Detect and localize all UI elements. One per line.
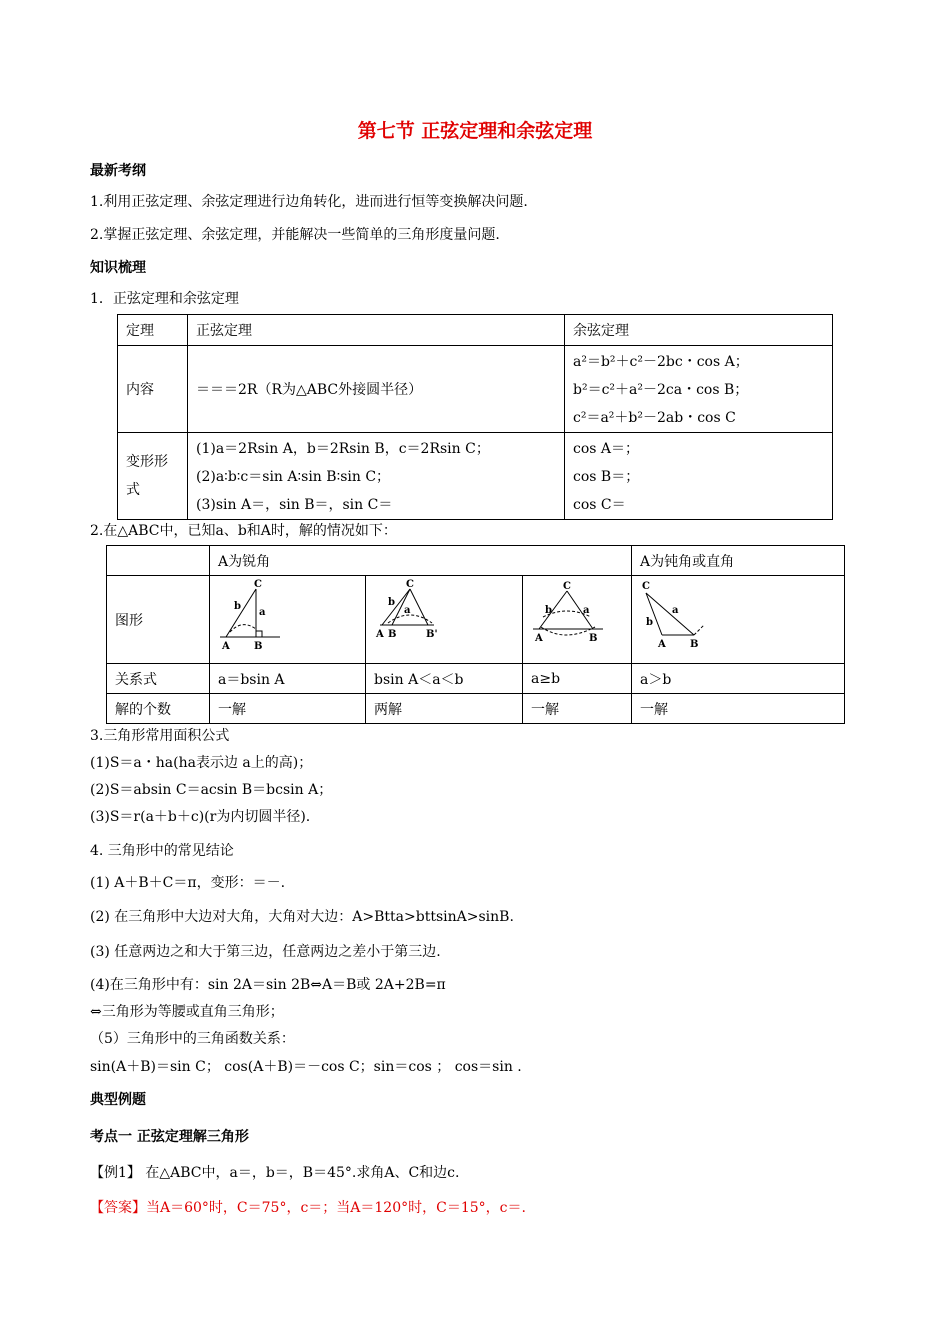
area-formula-1: (1)S＝a・ha(ha表示边 a上的高)； bbox=[90, 755, 313, 771]
conclusion-4-continued: ⇔三角形为等腰或直角三角形； bbox=[90, 1004, 284, 1020]
cosine-formula-c: c²＝a²＋b²－2ab・cos C bbox=[573, 410, 736, 426]
cosine-variant-1: cos A＝； bbox=[573, 441, 640, 457]
conclusion-5-formulas: sin(A＋B)＝sin C； cos(A＋B)＝－cos C；sin＝cos ； cos＝sin . bbox=[90, 1059, 522, 1075]
solution-cases-table bbox=[106, 545, 845, 724]
fig4-label-a: a bbox=[672, 604, 679, 616]
cosine-formula-b: b²＝c²＋a²－2ca・cos B； bbox=[573, 382, 749, 398]
header-theorem: 定理 bbox=[118, 315, 188, 346]
cosine-content bbox=[565, 346, 833, 433]
fig4-label-b: b bbox=[646, 616, 653, 628]
fig3-label-A: A bbox=[535, 632, 543, 644]
cosine-variant-2: cos B＝； bbox=[573, 469, 640, 485]
sine-content: ＝＝＝2R（R为△ABC外接圆半径） bbox=[188, 346, 565, 433]
count-3: 一解 bbox=[523, 694, 632, 724]
row-content-label: 内容 bbox=[118, 346, 188, 433]
header-sine: 正弦定理 bbox=[188, 315, 565, 346]
header-cosine: 余弦定理 bbox=[565, 315, 833, 346]
fig3-label-B: B bbox=[589, 632, 598, 644]
fig1-label-B: B bbox=[254, 640, 263, 652]
sine-variant-3: (3)sin A＝，sin B＝，sin C＝ bbox=[196, 497, 393, 513]
triangle-figure-one-right bbox=[210, 577, 365, 663]
sine-variant-1: (1)a＝2Rsin A，b＝2Rsin B，c＝2Rsin C； bbox=[196, 441, 490, 457]
answer-1: 【答案】当A＝60°时，C＝75°，c＝；当A＝120°时，C＝15°，c＝. bbox=[90, 1200, 526, 1216]
fig2-label-b: b bbox=[388, 596, 395, 608]
conclusion-1: (1) A＋B＋C＝π，变形：＝－. bbox=[90, 875, 286, 891]
section-heading-examples: 典型例题 bbox=[90, 1092, 146, 1108]
count-2: 两解 bbox=[366, 694, 523, 724]
knowledge-item-1: 1．正弦定理和余弦定理 bbox=[90, 291, 239, 307]
conclusion-5: （5）三角形中的三角函数关系： bbox=[90, 1031, 295, 1047]
row-figure-label: 图形 bbox=[107, 576, 210, 664]
fig4-label-B: B bbox=[690, 638, 699, 650]
triangle-figure-obtuse bbox=[632, 577, 844, 663]
page-title: 第七节 正弦定理和余弦定理 bbox=[357, 120, 593, 142]
fig1-label-a: a bbox=[259, 606, 266, 618]
figure-cell-4 bbox=[632, 576, 845, 664]
row-variant-label: 变形形式 bbox=[118, 433, 188, 520]
area-formula-3: (3)S＝r(a＋b＋c)(r为内切圆半径). bbox=[90, 809, 311, 825]
triangle-figure-a-ge-b bbox=[523, 577, 631, 663]
fig4-label-C: C bbox=[642, 580, 650, 592]
header-obtuse: A为钝角或直角 bbox=[632, 546, 845, 576]
sine-variants bbox=[188, 433, 565, 520]
conclusion-3: (3) 任意两边之和大于第三边，任意两边之差小于第三边. bbox=[90, 944, 441, 960]
relation-4: a＞b bbox=[632, 664, 845, 694]
fig2-label-A: A bbox=[376, 628, 384, 640]
fig1-label-C: C bbox=[254, 578, 262, 590]
count-1: 一解 bbox=[210, 694, 366, 724]
knowledge-item-3: 3.三角形常用面积公式 bbox=[90, 728, 230, 744]
figure-cell-3 bbox=[523, 576, 632, 664]
section-heading-knowledge: 知识梳理 bbox=[90, 260, 146, 276]
fig1-label-A: A bbox=[222, 640, 230, 652]
row-relation-label: 关系式 bbox=[107, 664, 210, 694]
syllabus-item-2: 2.掌握正弦定理、余弦定理，并能解决一些简单的三角形度量问题. bbox=[90, 227, 500, 243]
fig3-label-b: b bbox=[545, 604, 552, 616]
relation-1: a＝bsin A bbox=[210, 664, 366, 694]
cosine-formula-a: a²＝b²＋c²－2bc・cos A； bbox=[573, 354, 749, 370]
cases-header-blank bbox=[107, 546, 210, 576]
relation-2: bsin A＜a＜b bbox=[366, 664, 523, 694]
fig2-label-a: a bbox=[404, 604, 411, 616]
fig2-label-B-prime: B' bbox=[426, 628, 438, 640]
figure-cell-1 bbox=[210, 576, 366, 664]
fig3-label-a: a bbox=[583, 604, 590, 616]
knowledge-item-4: 4. 三角形中的常见结论 bbox=[90, 843, 234, 859]
example-1: 【例1】 在△ABC中，a＝，b＝，B＝45°.求角A、C和边c. bbox=[90, 1165, 460, 1181]
kaodian-heading: 考点一 正弦定理解三角形 bbox=[90, 1129, 249, 1145]
fig4-label-A: A bbox=[658, 638, 666, 650]
relation-3: a≥b bbox=[523, 664, 632, 694]
fig2-label-C: C bbox=[406, 578, 414, 590]
fig1-label-b: b bbox=[234, 600, 241, 612]
cosine-variants bbox=[565, 433, 833, 520]
area-formula-2: (2)S＝absin C＝acsin B＝bcsin A； bbox=[90, 782, 333, 798]
row-count-label: 解的个数 bbox=[107, 694, 210, 724]
fig3-label-C: C bbox=[563, 580, 571, 592]
cosine-variant-3: cos C＝ bbox=[573, 497, 626, 513]
count-4: 一解 bbox=[632, 694, 845, 724]
header-acute: A为锐角 bbox=[210, 546, 632, 576]
fig2-label-B: B bbox=[388, 628, 397, 640]
conclusion-4: (4)在三角形中有：sin 2A＝sin 2B⇔A＝B或 2A+2B=π bbox=[90, 977, 446, 993]
figure-cell-2 bbox=[366, 576, 523, 664]
knowledge-item-2: 2.在△ABC中，已知a、b和A时，解的情况如下： bbox=[90, 523, 397, 539]
section-heading-syllabus: 最新考纲 bbox=[90, 163, 146, 179]
conclusion-2: (2) 在三角形中大边对大角，大角对大边：A>Btta>bttsinA>sinB. bbox=[90, 909, 514, 925]
sine-variant-2: (2)a∶b∶c＝sin A∶sin B∶sin C； bbox=[196, 469, 391, 485]
triangle-figure-two-solutions bbox=[366, 577, 522, 663]
syllabus-item-1: 1.利用正弦定理、余弦定理进行边角转化，进而进行恒等变换解决问题. bbox=[90, 194, 528, 210]
theorem-table bbox=[117, 314, 833, 520]
